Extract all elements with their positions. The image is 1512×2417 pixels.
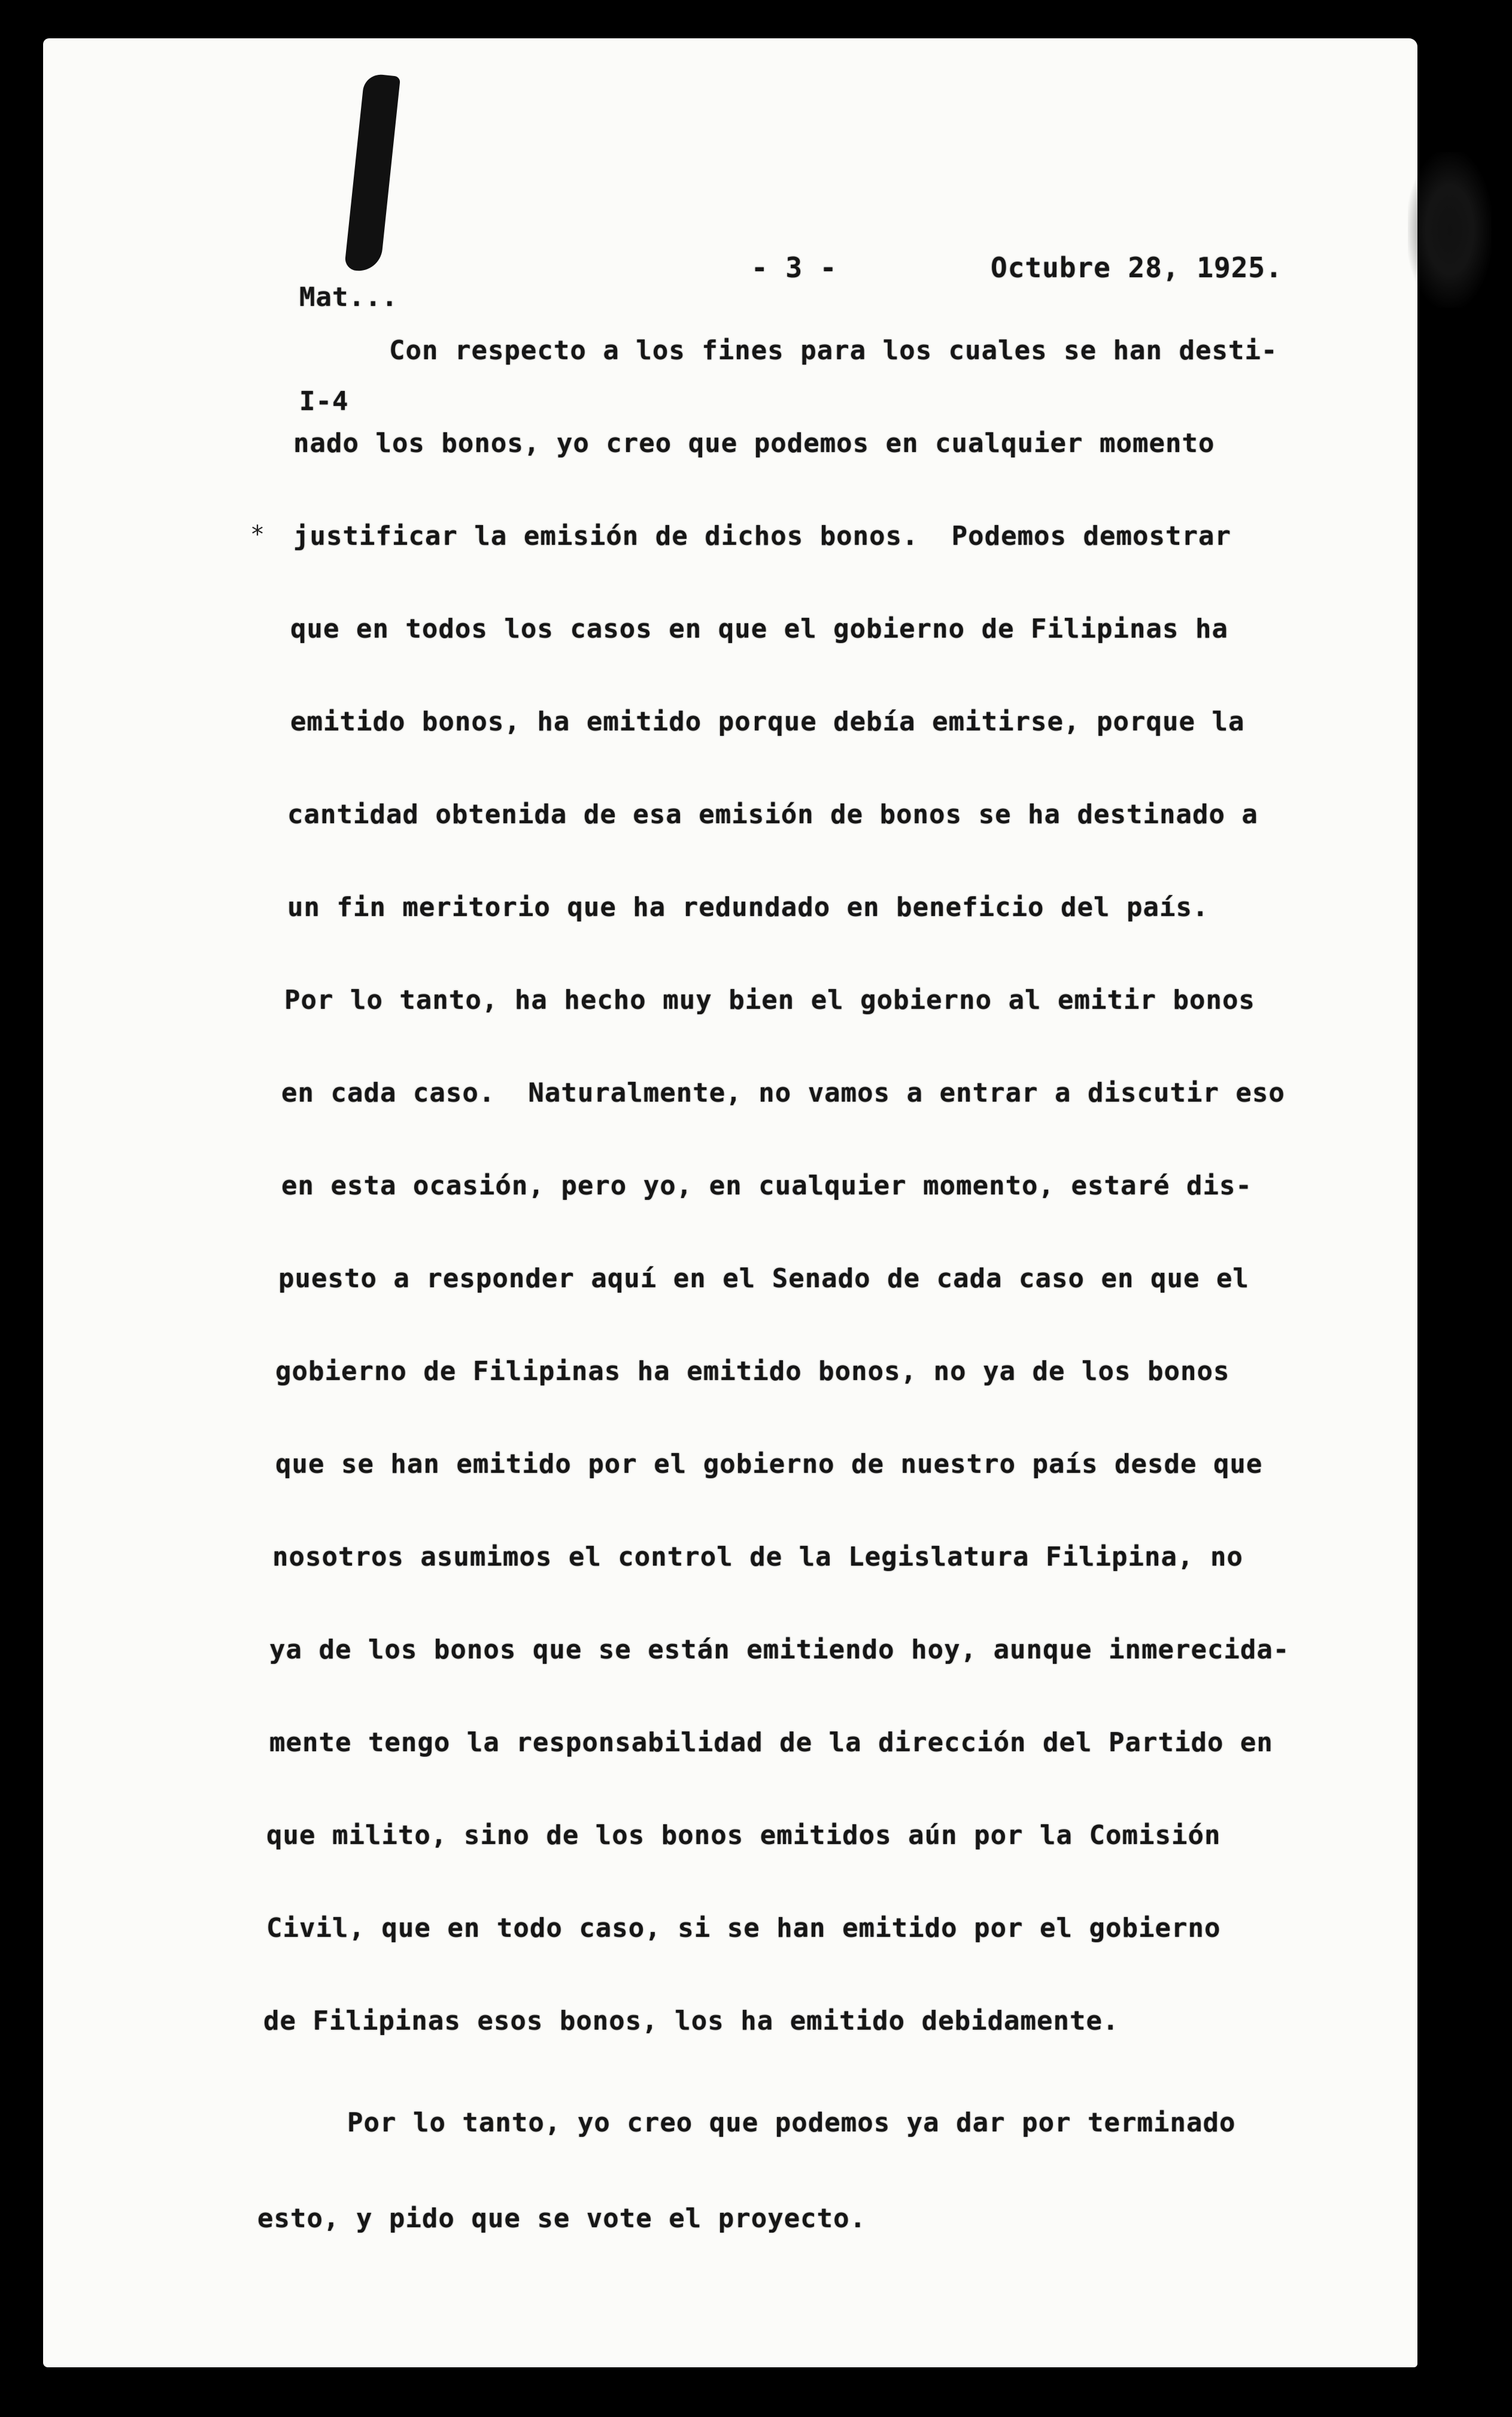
document-date: Octubre 28, 1925. <box>991 251 1283 284</box>
margin-asterisk: * <box>250 521 265 548</box>
text-line: puesto a responder aquí en el Senado de cada caso en que el <box>278 1263 1249 1294</box>
text-line: emitido bonos, ha emitido porque debía emitirse, porque la <box>290 706 1245 737</box>
text-line: Civil, que en todo caso, si se han emitido por el gobierno <box>266 1913 1221 1943</box>
text-line: de Filipinas esos bonos, los ha emitido debidamente. <box>263 2006 1119 2036</box>
reference-line-2: I-4 <box>299 386 349 417</box>
text-line: Por lo tanto, ha hecho muy bien el gobierno al emitir bonos <box>284 985 1255 1015</box>
text-line: en esta ocasión, pero yo, en cualquier momento, estaré dis- <box>281 1170 1252 1201</box>
text-line: esto, y pido que se vote el proyecto. <box>257 2203 867 2234</box>
reference-code <box>299 211 398 454</box>
text-line: nosotros asumimos el control de la Legislatura Filipina, no <box>272 1542 1243 1572</box>
text-line: en cada caso. Naturalmente, no vamos a entrar a discutir eso <box>281 1078 1285 1108</box>
text-line: Con respecto a los fines para los cuales se han desti- <box>389 335 1278 366</box>
text-line: cantidad obtenida de esa emisión de bonos se ha destinado a <box>287 799 1258 830</box>
text-line: justificar la emisión de dichos bonos. Podemos demostrar <box>293 521 1231 551</box>
text-line: gobierno de Filipinas ha emitido bonos, no ya de los bonos <box>275 1356 1230 1387</box>
text-line: que en todos los casos en que el gobierno de Filipinas ha <box>290 614 1228 644</box>
ink-stain <box>1408 152 1492 308</box>
text-line: Por lo tanto, yo creo que podemos ya dar por terminado <box>347 2107 1236 2138</box>
page-number: - 3 - <box>751 251 837 284</box>
text-line: que milito, sino de los bonos emitidos aún por la Comisión <box>266 1820 1221 1851</box>
text-line: nado los bonos, yo creo que podemos en cualquier momento <box>293 428 1215 459</box>
text-line: mente tengo la responsabilidad de la dirección del Partido en <box>269 1727 1273 1758</box>
text-line: ya de los bonos que se están emitiendo hoy, aunque inmerecida- <box>269 1634 1290 1665</box>
text-line: que se han emitido por el gobierno de nuestro país desde que <box>275 1449 1263 1479</box>
text-line: un fin meritorio que ha redundado en beneficio del país. <box>287 892 1209 923</box>
reference-line-1: Mat... <box>299 282 398 313</box>
